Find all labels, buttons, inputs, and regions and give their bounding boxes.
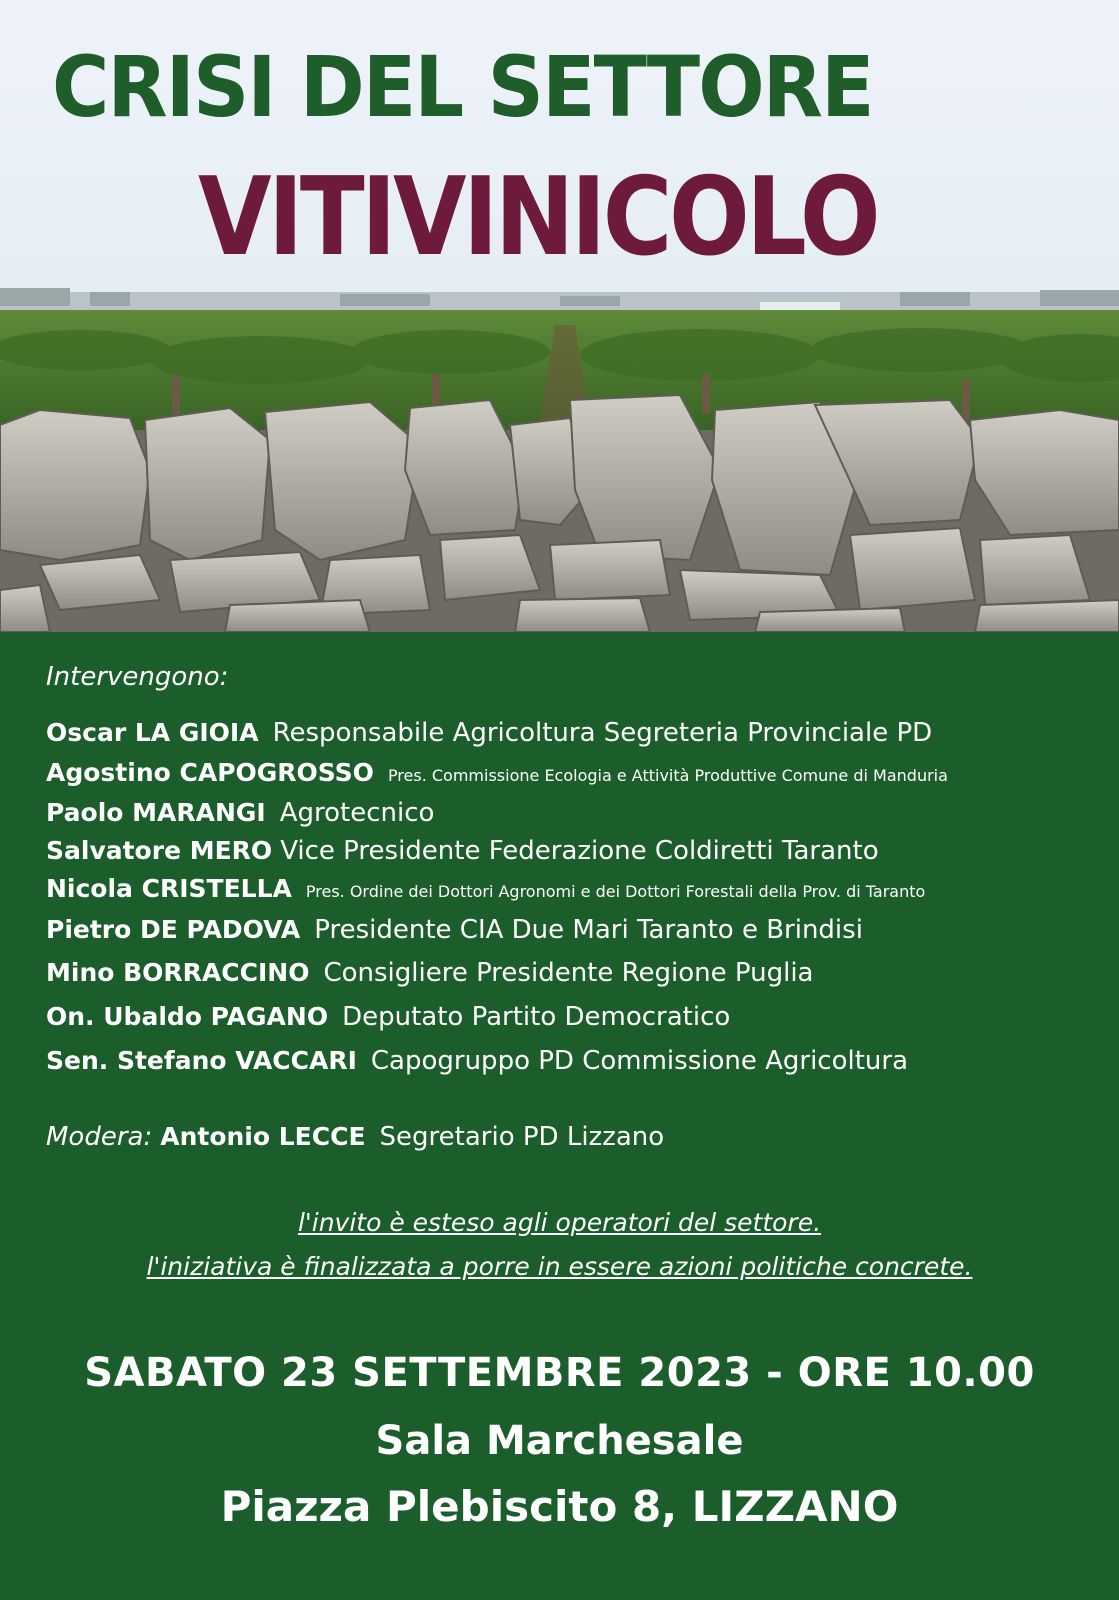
speaker-role: Responsabile Agricoltura Segreteria Provinciale PD	[272, 718, 933, 748]
speaker-role: Agrotecnico	[279, 798, 435, 828]
speaker-role: Vice Presidente Federazione Coldiretti Taranto	[280, 836, 879, 866]
speaker-role: Consigliere Presidente Regione Puglia	[323, 958, 814, 988]
moderator-row	[46, 1122, 664, 1152]
speaker-role: Presidente CIA Due Mari Taranto e Brindisi	[314, 915, 863, 945]
event-address: Piazza Plebiscito 8, LIZZANO	[220, 1482, 899, 1531]
title-line-1: CRISI DEL SETTORE	[52, 38, 873, 136]
speaker-name: Oscar LA GIOIA	[46, 718, 259, 747]
speaker-role: Pres. Commissione Ecologia e Attività Produttive Comune di Manduria	[387, 766, 948, 785]
speaker-name: On. Ubaldo PAGANO	[46, 1002, 329, 1031]
event-venue: Sala Marchesale	[375, 1418, 744, 1464]
speaker-name: Nicola CRISTELLA	[46, 874, 292, 903]
speaker-role: Deputato Partito Democratico	[342, 1002, 731, 1032]
speaker-name: Pietro DE PADOVA	[46, 915, 301, 944]
speaker-name: Paolo MARANGI	[46, 798, 266, 827]
speaker-row	[46, 720, 932, 746]
speaker-name: Agostino CAPOGROSSO	[46, 758, 374, 787]
title-line-2: VITIVINICOLO	[198, 155, 878, 280]
speaker-row	[46, 838, 879, 864]
speaker-row	[46, 1004, 730, 1030]
speaker-row	[46, 876, 925, 901]
invitation-line-2: l'iniziativa è finalizzata a porre in essere azioni politiche concrete.	[146, 1252, 973, 1281]
speaker-name: Sen. Stefano VACCARI	[46, 1046, 357, 1075]
moderator-name: Antonio LECCE	[160, 1122, 366, 1151]
speaker-name: Salvatore MERO	[46, 836, 273, 865]
hero-photo	[0, 0, 1119, 632]
speaker-row	[46, 917, 863, 943]
speaker-row	[46, 960, 813, 986]
speaker-row	[46, 760, 948, 785]
speaker-name: Mino BORRACCINO	[46, 958, 310, 987]
event-date-time: SABATO 23 SETTEMBRE 2023 - ORE 10.00	[84, 1350, 1035, 1396]
moderator-label: Modera:	[46, 1122, 153, 1152]
speaker-row	[46, 1048, 908, 1074]
speaker-role: Capogruppo PD Commissione Agricoltura	[370, 1046, 909, 1076]
speakers-intro: Intervengono:	[46, 662, 229, 692]
speaker-row	[46, 800, 434, 826]
speaker-role: Pres. Ordine dei Dottori Agronomi e dei Dottori Forestali della Prov. di Taranto	[305, 882, 926, 901]
info-panel	[0, 632, 1119, 1600]
invitation-line-1: l'invito è esteso agli operatori del settore.	[297, 1208, 822, 1237]
moderator-role: Segretario PD Lizzano	[379, 1122, 665, 1152]
